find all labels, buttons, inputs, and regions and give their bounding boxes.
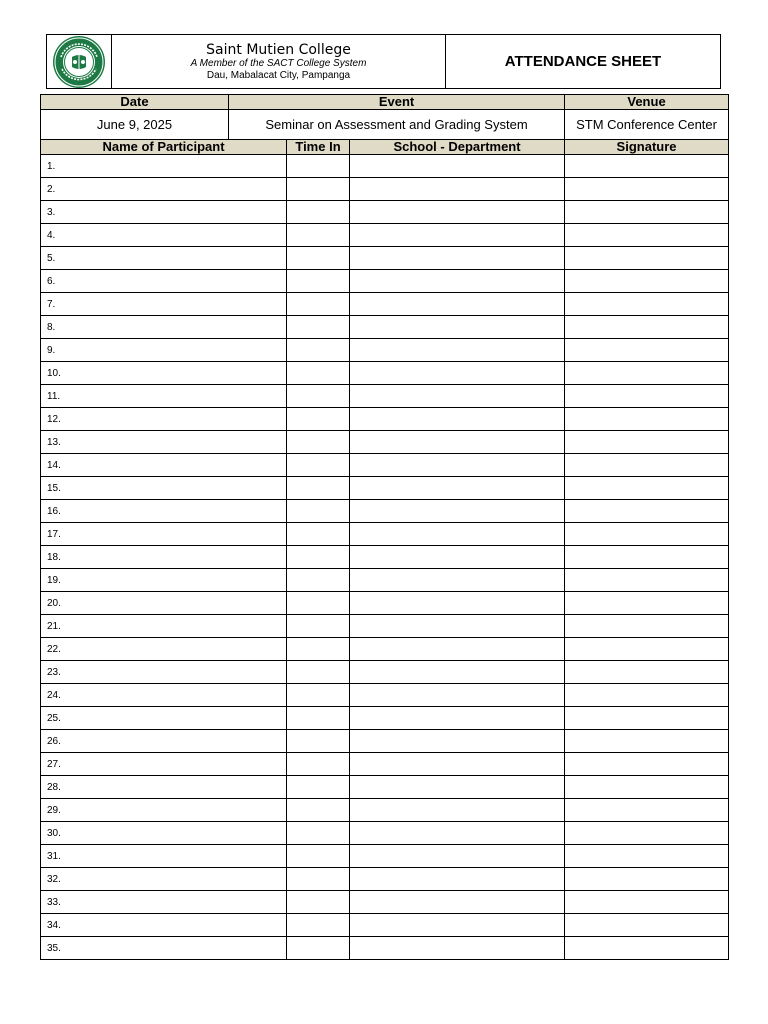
participant-number: 8.	[41, 316, 287, 339]
participant-number: 14.	[41, 454, 287, 477]
college-subtitle: A Member of the SACT College System	[190, 57, 367, 69]
time-in-cell[interactable]	[287, 431, 350, 454]
participant-row	[41, 684, 729, 707]
signature-column-header: Signature	[565, 140, 729, 155]
participant-number: 6.	[41, 270, 287, 293]
participant-number: 35.	[41, 937, 287, 960]
signature-cell[interactable]	[565, 477, 729, 500]
time-in-cell[interactable]	[287, 822, 350, 845]
school-department-cell[interactable]	[350, 339, 565, 362]
time-in-cell[interactable]	[287, 707, 350, 730]
time-in-cell[interactable]	[287, 178, 350, 201]
participant-row	[41, 362, 729, 385]
time-in-cell[interactable]	[287, 454, 350, 477]
school-department-cell[interactable]	[350, 868, 565, 891]
participant-row	[41, 799, 729, 822]
college-name: Saint Mutien College	[206, 41, 351, 58]
participant-row	[41, 431, 729, 454]
participant-row	[41, 224, 729, 247]
participant-number: 10.	[41, 362, 287, 385]
participant-number: 19.	[41, 569, 287, 592]
time-in-cell[interactable]	[287, 730, 350, 753]
signature-cell[interactable]	[565, 661, 729, 684]
time-in-cell[interactable]	[287, 546, 350, 569]
participant-row	[41, 891, 729, 914]
signature-cell[interactable]	[565, 776, 729, 799]
event-label: Event	[229, 95, 565, 110]
participant-number: 3.	[41, 201, 287, 224]
school-department-cell[interactable]	[350, 270, 565, 293]
time-in-cell[interactable]	[287, 408, 350, 431]
school-department-cell[interactable]	[350, 431, 565, 454]
event-value: Seminar on Assessment and Grading System	[229, 110, 565, 140]
venue-value: STM Conference Center	[565, 110, 729, 140]
school-department-cell[interactable]	[350, 776, 565, 799]
school-column-header: School - Department	[350, 140, 565, 155]
signature-cell[interactable]	[565, 201, 729, 224]
participant-number: 4.	[41, 224, 287, 247]
time-in-cell[interactable]	[287, 500, 350, 523]
participant-number: 31.	[41, 845, 287, 868]
school-department-cell[interactable]	[350, 500, 565, 523]
participant-number: 26.	[41, 730, 287, 753]
participant-row	[41, 546, 729, 569]
school-department-cell[interactable]	[350, 155, 565, 178]
time-in-cell[interactable]	[287, 477, 350, 500]
signature-cell[interactable]	[565, 431, 729, 454]
time-in-cell[interactable]	[287, 592, 350, 615]
logo-cell	[47, 35, 112, 88]
time-in-cell[interactable]	[287, 569, 350, 592]
participant-number: 15.	[41, 477, 287, 500]
participant-row	[41, 845, 729, 868]
participant-row	[41, 592, 729, 615]
school-department-cell[interactable]	[350, 362, 565, 385]
time-in-cell[interactable]	[287, 385, 350, 408]
signature-cell[interactable]	[565, 845, 729, 868]
signature-cell[interactable]	[565, 293, 729, 316]
event-header-row	[41, 95, 729, 110]
school-department-cell[interactable]	[350, 661, 565, 684]
signature-cell[interactable]	[565, 178, 729, 201]
time-in-cell[interactable]	[287, 362, 350, 385]
participant-row	[41, 155, 729, 178]
time-in-cell[interactable]	[287, 638, 350, 661]
event-info-row	[41, 110, 729, 140]
time-in-cell[interactable]	[287, 293, 350, 316]
time-in-cell[interactable]	[287, 201, 350, 224]
school-department-cell[interactable]	[350, 914, 565, 937]
signature-cell[interactable]	[565, 523, 729, 546]
participant-number: 1.	[41, 155, 287, 178]
participant-row	[41, 339, 729, 362]
signature-cell[interactable]	[565, 408, 729, 431]
school-department-cell[interactable]	[350, 730, 565, 753]
participant-number: 9.	[41, 339, 287, 362]
sheet-title: ATTENDANCE SHEET	[504, 53, 662, 70]
signature-cell[interactable]	[565, 914, 729, 937]
school-department-cell[interactable]	[350, 201, 565, 224]
signature-cell[interactable]	[565, 799, 729, 822]
signature-cell[interactable]	[565, 868, 729, 891]
time-in-cell[interactable]	[287, 270, 350, 293]
time-in-cell[interactable]	[287, 247, 350, 270]
participant-row	[41, 523, 729, 546]
time-in-cell[interactable]	[287, 523, 350, 546]
signature-cell[interactable]	[565, 592, 729, 615]
participant-row	[41, 247, 729, 270]
signature-cell[interactable]	[565, 500, 729, 523]
school-department-cell[interactable]	[350, 822, 565, 845]
school-department-cell[interactable]	[350, 845, 565, 868]
time-in-cell[interactable]	[287, 845, 350, 868]
signature-cell[interactable]	[565, 638, 729, 661]
participant-number: 27.	[41, 753, 287, 776]
school-department-cell[interactable]	[350, 684, 565, 707]
time-in-cell[interactable]	[287, 316, 350, 339]
participant-number: 17.	[41, 523, 287, 546]
school-department-cell[interactable]	[350, 891, 565, 914]
participant-row	[41, 454, 729, 477]
signature-cell[interactable]	[565, 753, 729, 776]
school-department-cell[interactable]	[350, 937, 565, 960]
school-department-cell[interactable]	[350, 224, 565, 247]
time-in-cell[interactable]	[287, 224, 350, 247]
participant-number: 2.	[41, 178, 287, 201]
participant-number: 13.	[41, 431, 287, 454]
time-in-cell[interactable]	[287, 661, 350, 684]
participant-row	[41, 638, 729, 661]
school-department-cell[interactable]	[350, 592, 565, 615]
school-department-cell[interactable]	[350, 178, 565, 201]
time-in-cell[interactable]	[287, 155, 350, 178]
participant-number: 18.	[41, 546, 287, 569]
signature-cell[interactable]	[565, 270, 729, 293]
school-department-cell[interactable]	[350, 753, 565, 776]
college-info	[112, 35, 446, 88]
time-in-cell[interactable]	[287, 914, 350, 937]
participant-row	[41, 868, 729, 891]
participant-number: 7.	[41, 293, 287, 316]
participant-number: 11.	[41, 385, 287, 408]
participant-row	[41, 293, 729, 316]
participant-number: 12.	[41, 408, 287, 431]
school-department-cell[interactable]	[350, 707, 565, 730]
time-in-cell[interactable]	[287, 684, 350, 707]
signature-cell[interactable]	[565, 822, 729, 845]
participant-row	[41, 730, 729, 753]
signature-cell[interactable]	[565, 385, 729, 408]
participant-row	[41, 477, 729, 500]
signature-cell[interactable]	[565, 891, 729, 914]
school-department-cell[interactable]	[350, 638, 565, 661]
participant-number: 23.	[41, 661, 287, 684]
participant-number: 28.	[41, 776, 287, 799]
participant-row	[41, 753, 729, 776]
document-header	[46, 34, 721, 89]
school-department-cell[interactable]	[350, 454, 565, 477]
signature-cell[interactable]	[565, 224, 729, 247]
school-department-cell[interactable]	[350, 546, 565, 569]
participant-number: 25.	[41, 707, 287, 730]
signature-cell[interactable]	[565, 362, 729, 385]
school-department-cell[interactable]	[350, 408, 565, 431]
attendance-table	[40, 94, 729, 960]
time-in-column-header: Time In	[287, 140, 350, 155]
signature-cell[interactable]	[565, 937, 729, 960]
college-address: Dau, Mabalacat City, Pampanga	[206, 69, 351, 81]
school-department-cell[interactable]	[350, 385, 565, 408]
participant-number: 22.	[41, 638, 287, 661]
signature-cell[interactable]	[565, 707, 729, 730]
signature-cell[interactable]	[565, 730, 729, 753]
participant-number: 33.	[41, 891, 287, 914]
participant-row	[41, 615, 729, 638]
participant-row	[41, 385, 729, 408]
time-in-cell[interactable]	[287, 776, 350, 799]
school-department-cell[interactable]	[350, 247, 565, 270]
signature-cell[interactable]	[565, 615, 729, 638]
school-department-cell[interactable]	[350, 316, 565, 339]
column-header-row	[41, 140, 729, 155]
participant-row	[41, 937, 729, 960]
participant-row	[41, 776, 729, 799]
venue-label: Venue	[565, 95, 729, 110]
participant-number: 24.	[41, 684, 287, 707]
time-in-cell[interactable]	[287, 799, 350, 822]
participant-row	[41, 569, 729, 592]
participant-row	[41, 408, 729, 431]
signature-cell[interactable]	[565, 247, 729, 270]
participant-number: 30.	[41, 822, 287, 845]
school-department-cell[interactable]	[350, 523, 565, 546]
school-department-cell[interactable]	[350, 799, 565, 822]
participant-row	[41, 707, 729, 730]
date-value: June 9, 2025	[41, 110, 229, 140]
participant-row	[41, 270, 729, 293]
participant-number: 5.	[41, 247, 287, 270]
school-department-cell[interactable]	[350, 569, 565, 592]
participant-number: 21.	[41, 615, 287, 638]
time-in-cell[interactable]	[287, 868, 350, 891]
college-seal-logo	[52, 35, 106, 89]
date-label: Date	[41, 95, 229, 110]
participant-number: 16.	[41, 500, 287, 523]
time-in-cell[interactable]	[287, 339, 350, 362]
school-department-cell[interactable]	[350, 477, 565, 500]
signature-cell[interactable]	[565, 454, 729, 477]
participant-row	[41, 500, 729, 523]
signature-cell[interactable]	[565, 569, 729, 592]
participant-row	[41, 822, 729, 845]
time-in-cell[interactable]	[287, 891, 350, 914]
time-in-cell[interactable]	[287, 753, 350, 776]
participant-row	[41, 178, 729, 201]
school-department-cell[interactable]	[350, 293, 565, 316]
participant-number: 29.	[41, 799, 287, 822]
participant-row	[41, 661, 729, 684]
time-in-cell[interactable]	[287, 937, 350, 960]
signature-cell[interactable]	[565, 155, 729, 178]
signature-cell[interactable]	[565, 339, 729, 362]
participant-number: 20.	[41, 592, 287, 615]
signature-cell[interactable]	[565, 316, 729, 339]
participant-number: 32.	[41, 868, 287, 891]
signature-cell[interactable]	[565, 546, 729, 569]
name-column-header: Name of Participant	[41, 140, 287, 155]
school-department-cell[interactable]	[350, 615, 565, 638]
participant-row	[41, 201, 729, 224]
participant-row	[41, 914, 729, 937]
participant-number: 34.	[41, 914, 287, 937]
signature-cell[interactable]	[565, 684, 729, 707]
participant-row	[41, 316, 729, 339]
time-in-cell[interactable]	[287, 615, 350, 638]
